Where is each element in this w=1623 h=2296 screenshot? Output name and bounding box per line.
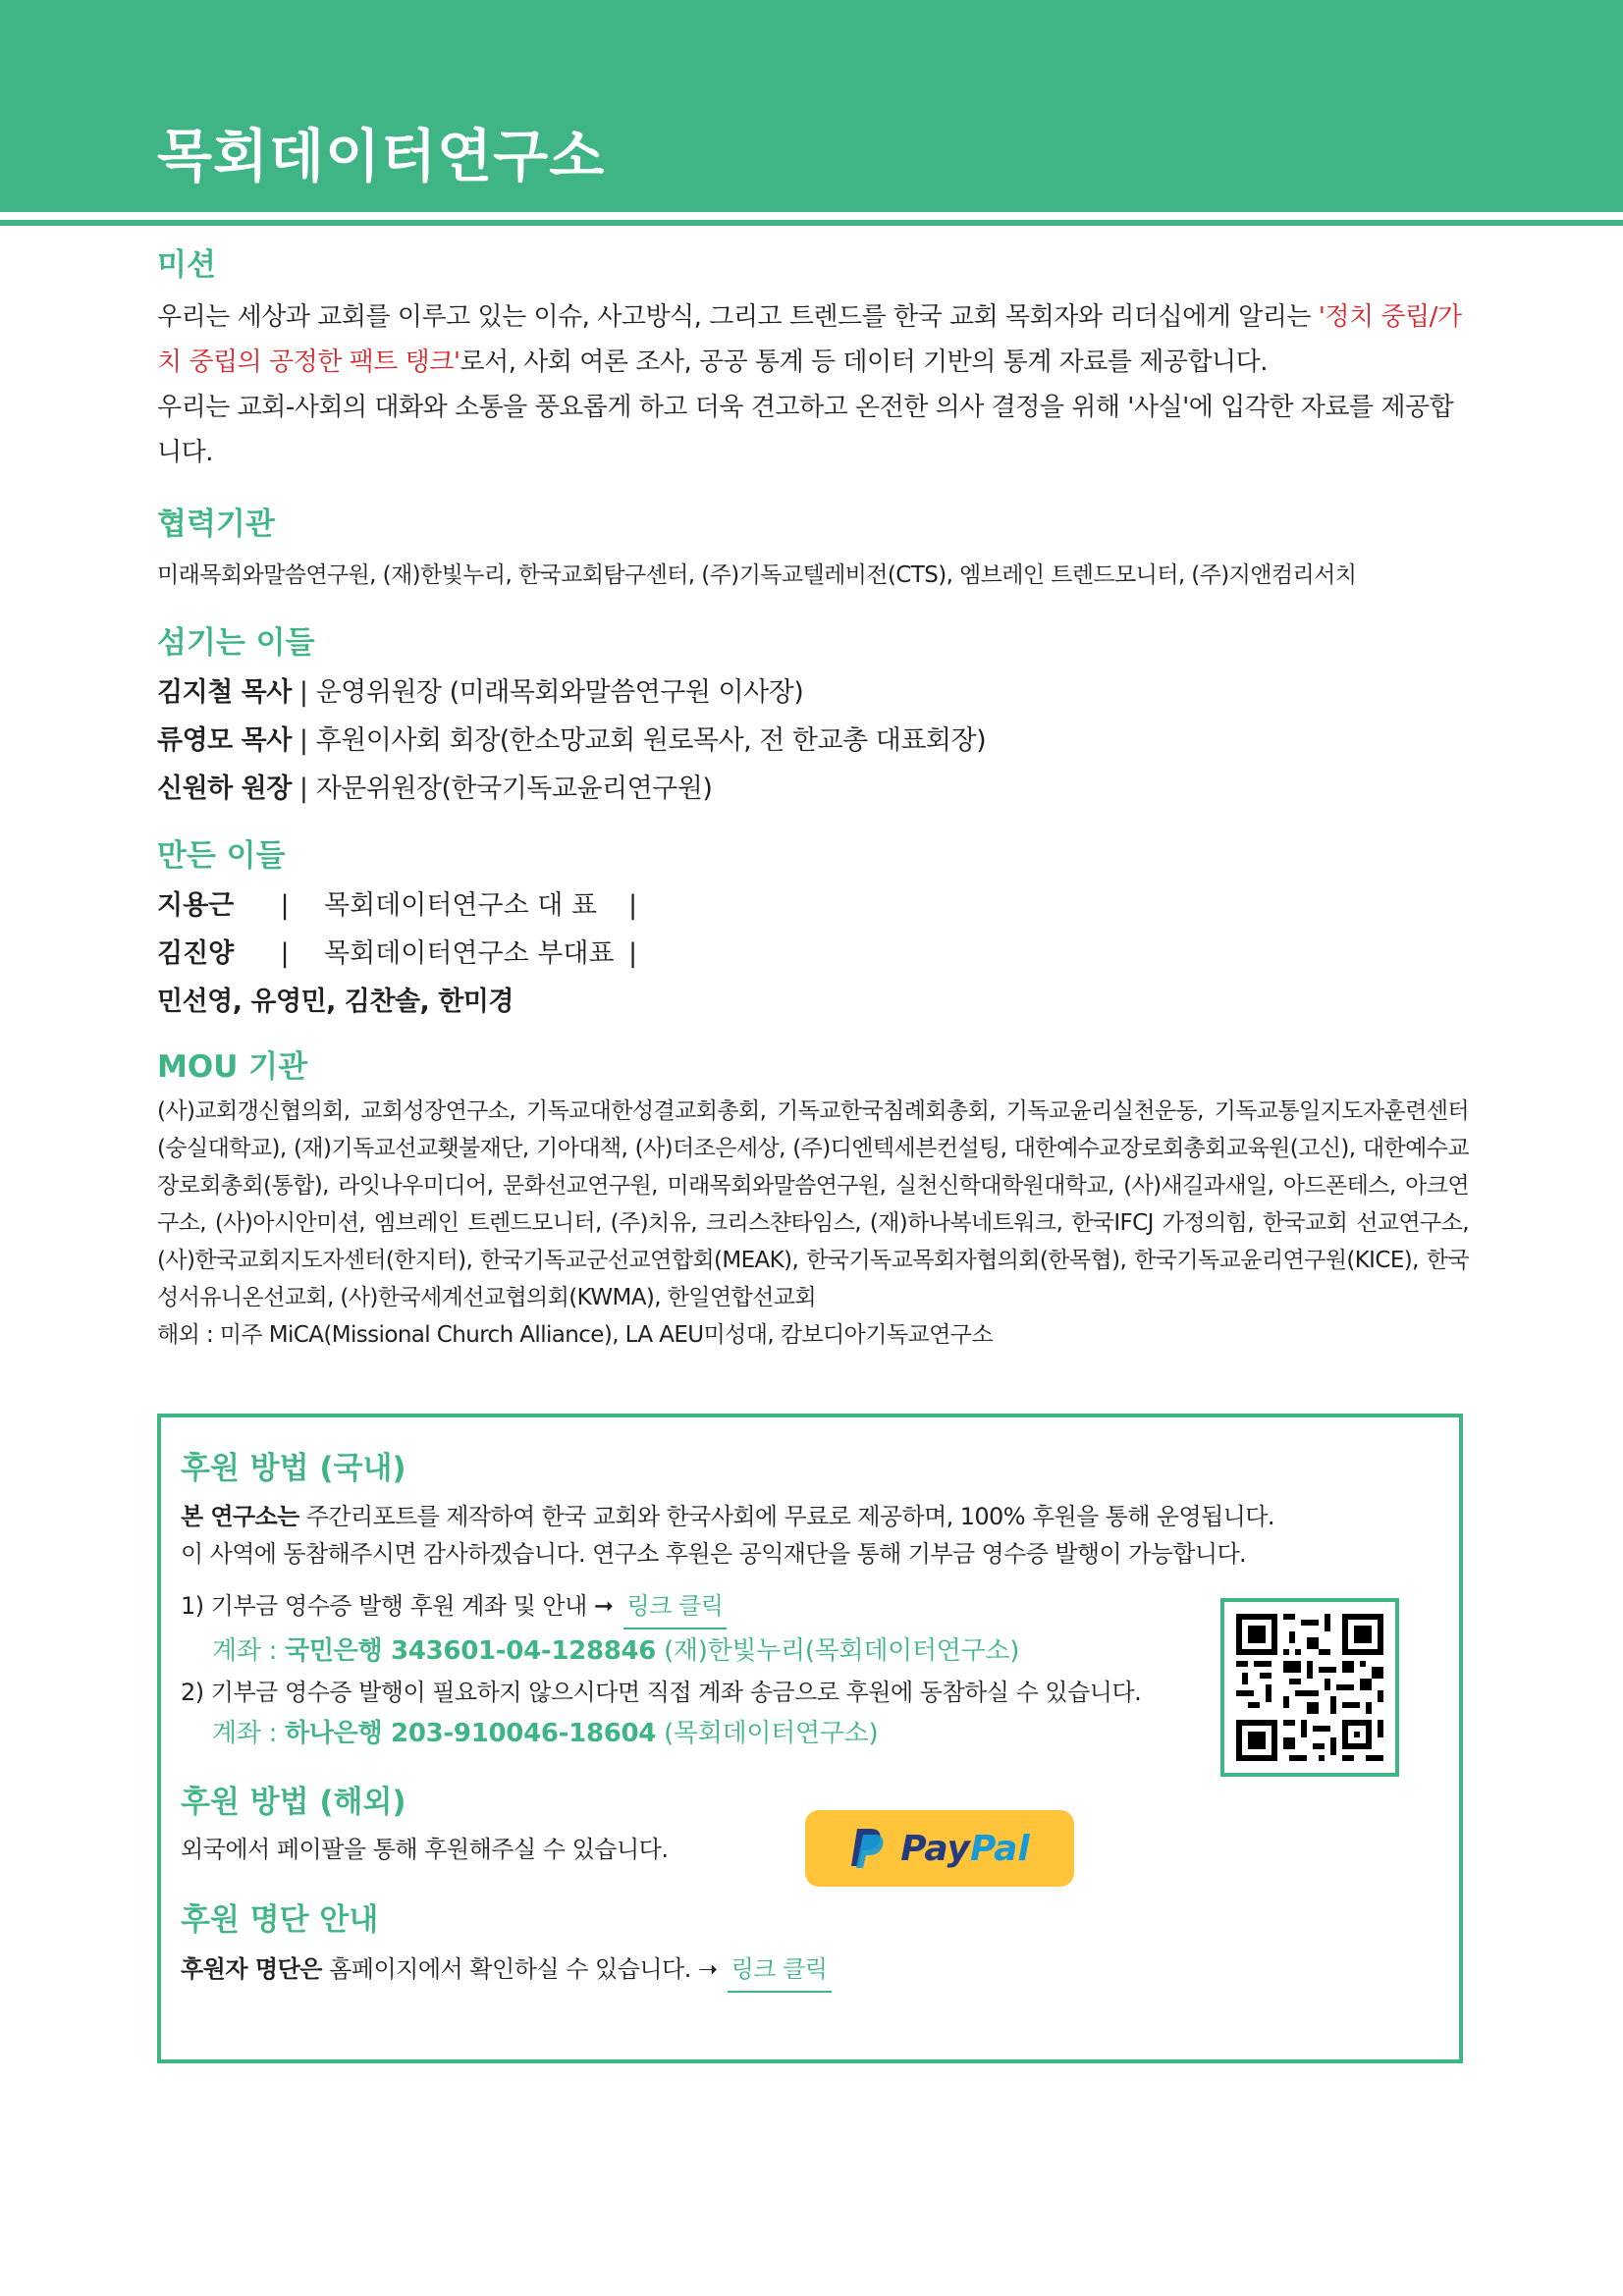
maker-role: 목회데이터연구소 부대표 [324,938,615,970]
domestic-donation-heading: 후원 방법 (국내) [181,1451,406,1486]
paypal-label [900,1829,1029,1869]
paypal-label-pal: Pal [970,1828,1030,1869]
overseas-donation-text: 외국에서 페이팔을 통해 후원해주실 수 있습니다. [181,1836,669,1863]
qr-code-icon [1224,1602,1395,1773]
mission-text: 우리는 세상과 교회를 이루고 있는 이슈, 사고방식, 그리고 트렌드를 한국 교회 목회자와 리더십에게 알리는 [157,302,1319,333]
donor-list-heading: 후원 명단 안내 [181,1902,379,1938]
server-name: 신원하 원장 [157,773,292,804]
maker-separator-end: | [628,938,638,970]
mou-overseas: 해외 : 미주 MiCA(Missional Church Alliance), LA AEU미성대, 캄보디아기독교연구소 [157,1322,993,1349]
header-divider [0,220,1623,226]
maker-separator: | [280,890,290,922]
mission-heading: 미션 [157,247,216,283]
mission-paragraph-1 [157,294,1469,385]
donor-list-bold: 후원자 명단은 [181,1955,322,1983]
account-2-bank: 하나은행 203-910046-18604 [285,1719,657,1748]
receipt-info-link[interactable]: 링크 클릭 [623,1586,728,1629]
makers-section [157,836,1469,1026]
maker-row [157,930,1469,978]
donor-list-link[interactable]: 링크 클릭 [728,1949,832,1993]
mou-list: (사)교회갱신협의회, 교회성장연구소, 기독교대한성결교회총회, 기독교한국침례회총회, 기독교윤리실천운동, 기독교통일지도자훈련센터(숭실대학교), (재)기독교선교횃불재단, 기아대책, (사)더조은세상, (주)디엔텍세븐컨설팅, 대한예수교장로회총회교육원(고신), 대한예수교장로회총회(통합), 라잇나우미디어, 문화선교연구원, 미래목회와말씀연구원, 실천신학대학원대학교, (사)새길과새일, 아드폰테스, 아크연구소, (사)아시안미션, 엠브레인 트렌드모니터, (주)치유, 크리스챤타임스, (재)하나복네트워크, 한국IFCJ 가정의힘, 한국교회 선교연구소, (사)한국교회지도자센터(한지터), 한국기독교군선교연합회(MEAK), 한국기독교목회자협의회(한목협), 한국기독교윤리연구원(KICE), 한국성서유니온선교회, (사)한국세계선교협의회(KWMA), 한일연합선교회 [157,1098,1469,1311]
mission-section [157,245,1469,475]
donor-list-text [181,1949,1437,1993]
mou-heading: MOU 기관 [157,1049,308,1086]
maker-separator-end: | [628,890,638,922]
account-2-holder: (목회데이터연구소) [656,1719,879,1748]
server-row [157,668,1469,717]
step-1-text: 1) 기부금 영수증 발행 후원 계좌 및 안내 ➞ [181,1592,614,1620]
mission-text-after: 로서, 사회 여론 조사, 공공 통계 등 데이터 기반의 통계 자료를 제공합니다. [460,347,1269,378]
account-2-label: 계좌 : [212,1719,286,1748]
makers-heading: 만든 이들 [157,837,286,874]
account-1-bank: 국민은행 343601-04-128846 [285,1636,657,1666]
donor-list-rest: 홈페이지에서 확인하실 수 있습니다. ➝ [321,1955,718,1983]
partners-heading: 협력기관 [157,507,275,543]
server-role: | 운영위원장 (미래목회와말씀연구원 이사장) [298,676,804,708]
server-name: 김지철 목사 [157,676,292,708]
overseas-donation-heading: 후원 방법 (해외) [181,1785,406,1820]
account-1-label: 계좌 : [212,1636,286,1666]
partners-list: 미래목회와말씀연구원, (재)한빛누리, 한국교회탐구센터, (주)기독교텔레비전(CTS), 엠브레인 트렌드모니터, (주)지앤컴리서치 [157,561,1357,588]
donation-intro-bold: 본 연구소는 [181,1503,299,1530]
server-row [157,717,1469,765]
paypal-label-pay: Pay [900,1828,970,1869]
qr-code-frame[interactable] [1220,1598,1399,1777]
main-content [157,245,1469,1354]
maker-role: 목회데이터연구소 대 표 [324,890,597,922]
donation-intro-line-2: 이 사역에 동참해주시면 감사하겠습니다. 연구소 후원은 공익재단을 통해 기부금 영수증 발행이 가능합니다. [181,1540,1247,1568]
server-name: 류영모 목사 [157,724,292,756]
paypal-logo-icon [849,1827,887,1870]
mou-section [157,1047,1469,1354]
mission-highlight: '정치 중립/가치 중립의 공정한 팩트 탱크' [157,302,1462,378]
servers-heading: 섬기는 이들 [157,624,315,661]
maker-name: 김진양 [157,938,235,970]
server-role: | 후원이사회 회장(한소망교회 원로목사, 전 한교총 대표회장) [298,724,987,756]
partners-section [157,505,1469,593]
server-role: | 자문위원장(한국기독교윤리연구원) [298,773,713,804]
maker-separator: | [280,938,290,970]
maker-row [157,881,1469,930]
maker-name: 지용근 [157,890,235,922]
server-row [157,765,1469,813]
mission-paragraph-2: 우리는 교회-사회의 대화와 소통을 풍요롭게 하고 더욱 견고하고 온전한 의사 결정을 위해 '사실'에 입각한 자료를 제공합니다. [157,393,1454,468]
donation-intro [181,1498,1437,1535]
maker-others-names: 민선영, 유영민, 김찬솔, 한미경 [157,987,514,1018]
servers-section [157,623,1469,813]
paypal-button[interactable] [805,1810,1074,1887]
page-title: 목회데이터연구소 [157,123,606,189]
account-1-holder: (재)한빛누리(목회데이터연구소) [656,1636,1020,1666]
donation-intro-text: 주간리포트를 제작하여 한국 교회와 한국사회에 무료로 제공하며, 100% 후원을 통해 운영됩니다. [298,1503,1274,1530]
donation-step-2: 2) 기부금 영수증 발행이 필요하지 않으시다면 직접 계좌 송금으로 후원에 동참하실 수 있습니다. [181,1679,1142,1706]
maker-others [157,978,1469,1026]
